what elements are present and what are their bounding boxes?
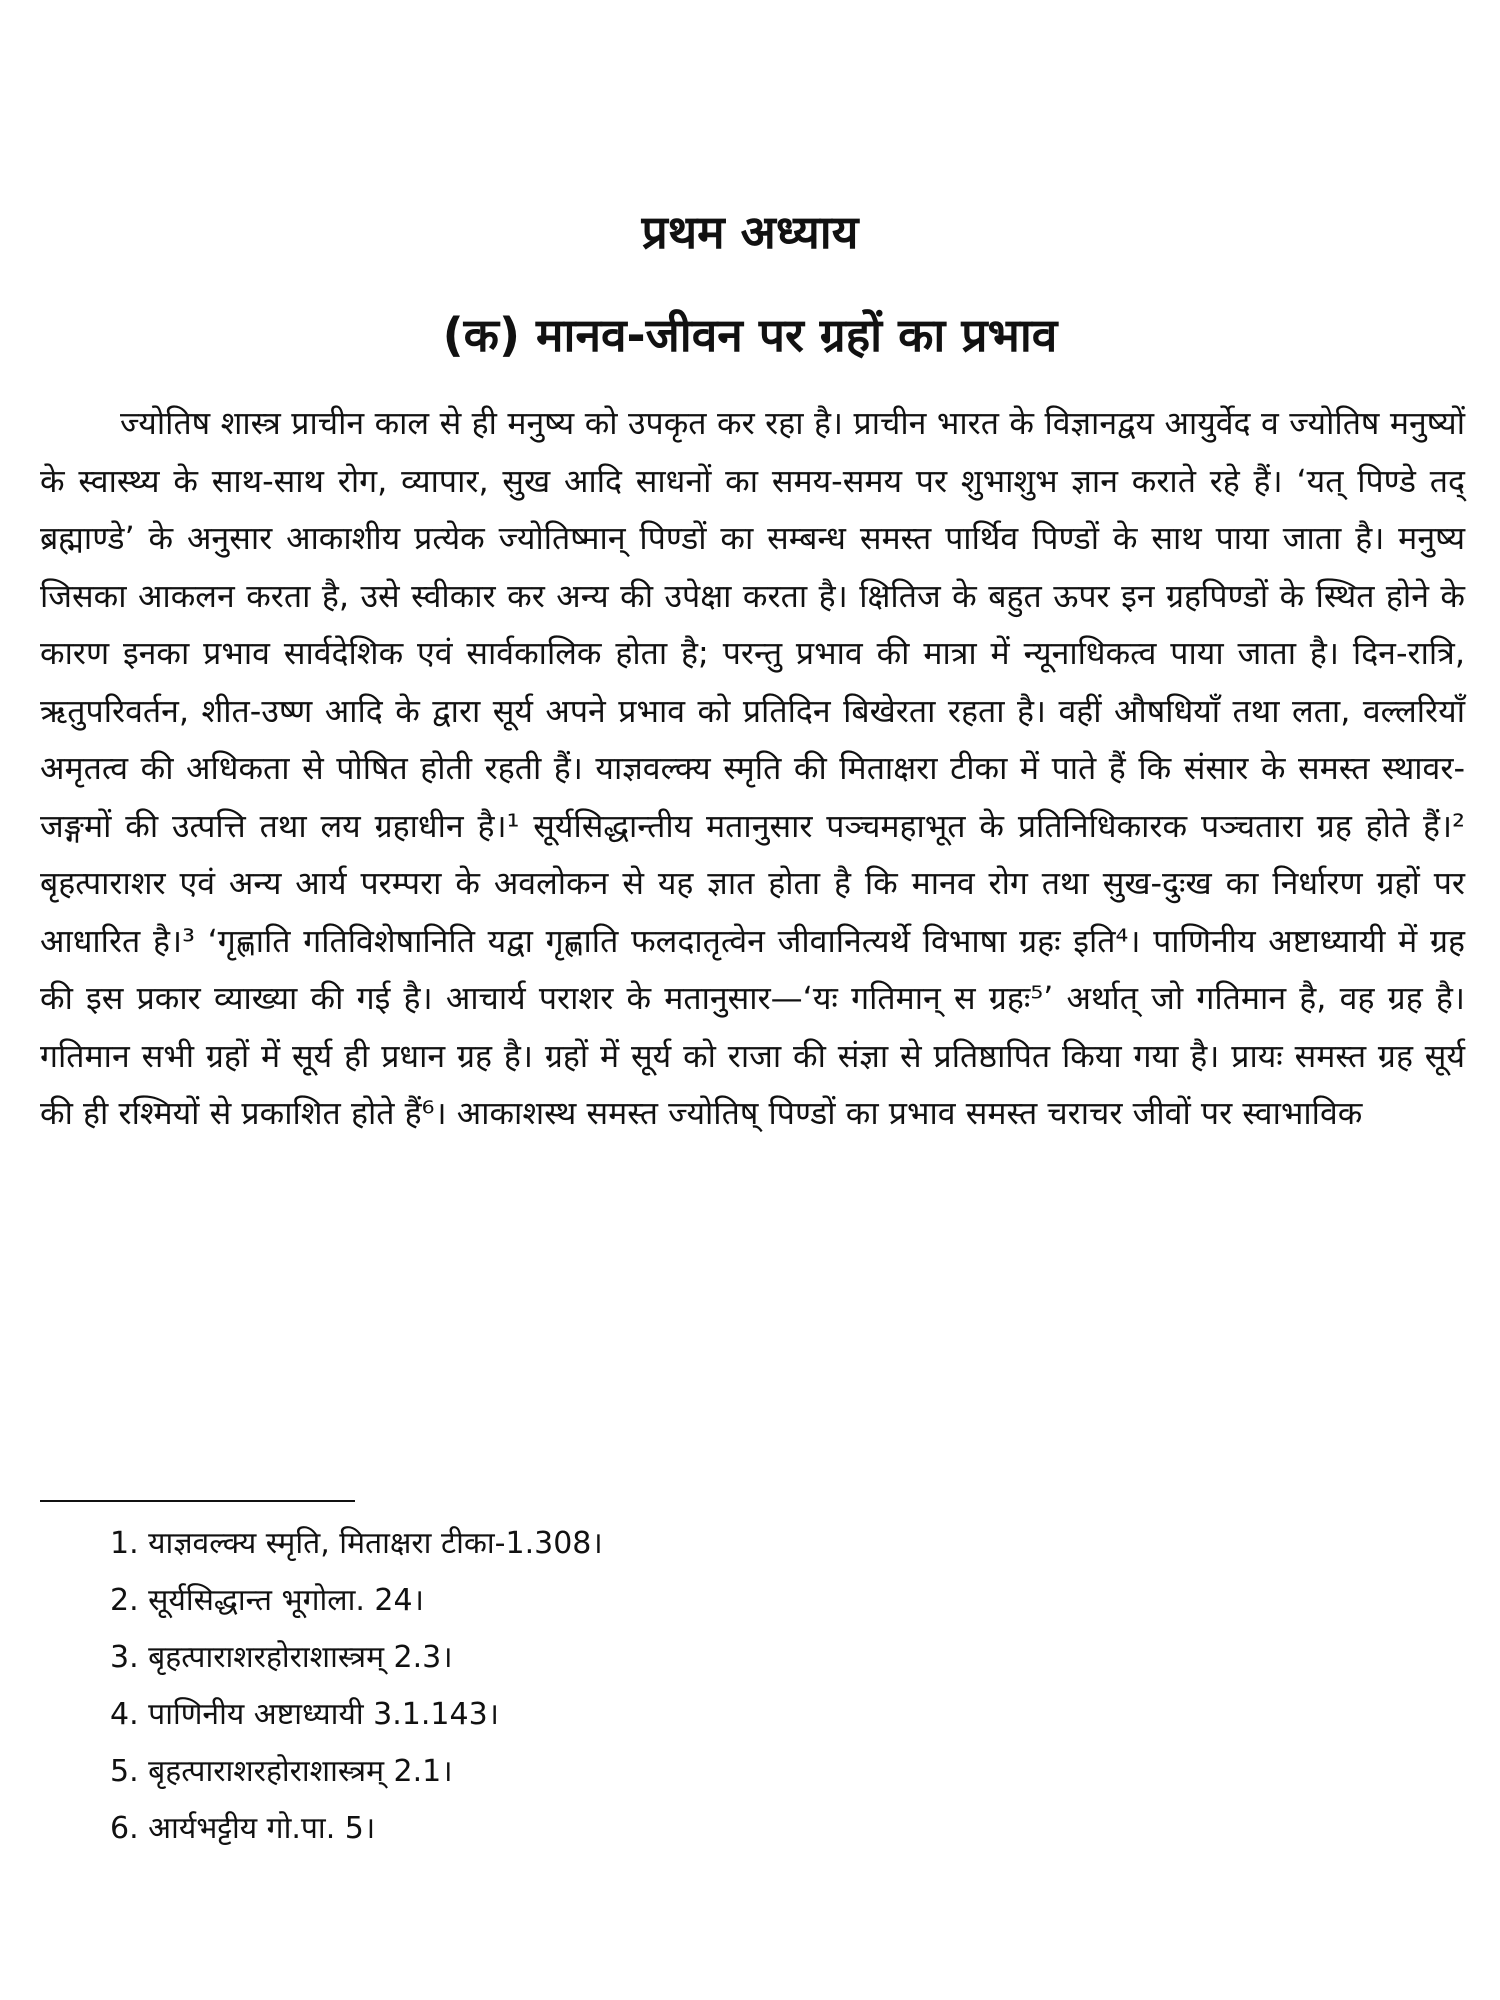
- footnote-item: 1. याज्ञवल्क्य स्मृति, मिताक्षरा टीका-1.308।: [110, 1526, 603, 1561]
- footnote-item: 2. सूर्यसिद्धान्त भूगोला. 24।: [110, 1583, 424, 1618]
- footnote-item: 5. बृहत्पाराशरहोराशास्त्रम् 2.1।: [110, 1754, 453, 1789]
- footnote-item: 3. बृहत्पाराशरहोराशास्त्रम् 2.3।: [110, 1640, 453, 1675]
- body-paragraph: ज्योतिष शास्त्र प्राचीन काल से ही मनुष्य को उपकृत कर रहा है। प्राचीन भारत के विज्ञानद्वय आयुर्वेद व ज्योतिष मनुष्यों के स्वास्थ्य के साथ-साथ रोग, व्यापार, सुख आदि साधनों का समय-समय पर शुभाशुभ ज्ञान कराते रहे हैं। ‘यत् पिण्डे तद् ब्रह्माण्डे’ के अनुसार आकाशीय प्रत्येक ज्योतिष्मान् पिण्डों का सम्बन्ध समस्त पार्थिव पिण्डों के साथ पाया जाता है। मनुष्य जिसका आकलन करता है, उसे स्वीकार कर अन्य की उपेक्षा करता है। क्षितिज के बहुत ऊपर इन ग्रहपिण्डों के स्थित होने के कारण इनका प्रभाव सार्वदेशिक एवं सार्वकालिक होता है; परन्तु प्रभाव की मात्रा में न्यूनाधिकत्व पाया जाता है। दिन-रात्रि, ऋतुपरिवर्तन, शीत-उष्ण आदि के द्वारा सूर्य अपने प्रभाव को प्रतिदिन बिखेरता रहता है। वहीं औषधियाँ तथा लता, वल्लरियाँ अमृतत्व की अधिकता से पोषित होती रहती हैं। याज्ञवल्क्य स्मृति की मिताक्षरा टीका में पाते हैं कि संसार के समस्त स्थावर-जङ्गमों की उत्पत्ति तथा लय ग्रहाधीन है।¹ सूर्यसिद्धान्तीय मतानुसार पञ्चमहाभूत के प्रतिनिधिकारक पञ्चतारा ग्रह होते हैं।² बृहत्पाराशर एवं अन्य आर्य परम्परा के अवलोकन से यह ज्ञात होता है कि मानव रोग तथा सुख-दुःख का निर्धारण ग्रहों पर आधारित है।³ ‘गृह्णाति गतिविशेषानिति यद्वा गृह्णाति फलदातृत्वेन जीवानित्यर्थे विभाषा ग्रहः इति⁴। पाणिनीय अष्टाध्यायी में ग्रह की इस प्रकार व्याख्या की गई है। आचार्य पराशर के मतानुसार—‘यः गतिमान् स ग्रहः⁵’ अर्थात् जो गतिमान है, वह ग्रह है। गतिमान सभी ग्रहों में सूर्य ही प्रधान ग्रह है। ग्रहों में सूर्य को राजा की संज्ञा से प्रतिष्ठापित किया गया है। प्रायः समस्त ग्रह सूर्य की ही रश्मियों से प्रकाशित होते हैं⁶। आकाशस्थ समस्त ज्योतिष् पिण्डों का प्रभाव समस्त चराचर जीवों पर स्वाभाविक: [40, 404, 1465, 1132]
- chapter-title: प्रथम अध्याय: [641, 205, 859, 259]
- footnote-divider: [40, 1500, 355, 1502]
- footnote-item: 6. आर्यभट्टीय गो.पा. 5।: [110, 1811, 376, 1846]
- section-title: (क) मानव-जीवन पर ग्रहों का प्रभाव: [442, 308, 1058, 362]
- footnote-list: [110, 1515, 603, 1857]
- footnote-item: 4. पाणिनीय अष्टाध्यायी 3.1.143।: [110, 1697, 500, 1732]
